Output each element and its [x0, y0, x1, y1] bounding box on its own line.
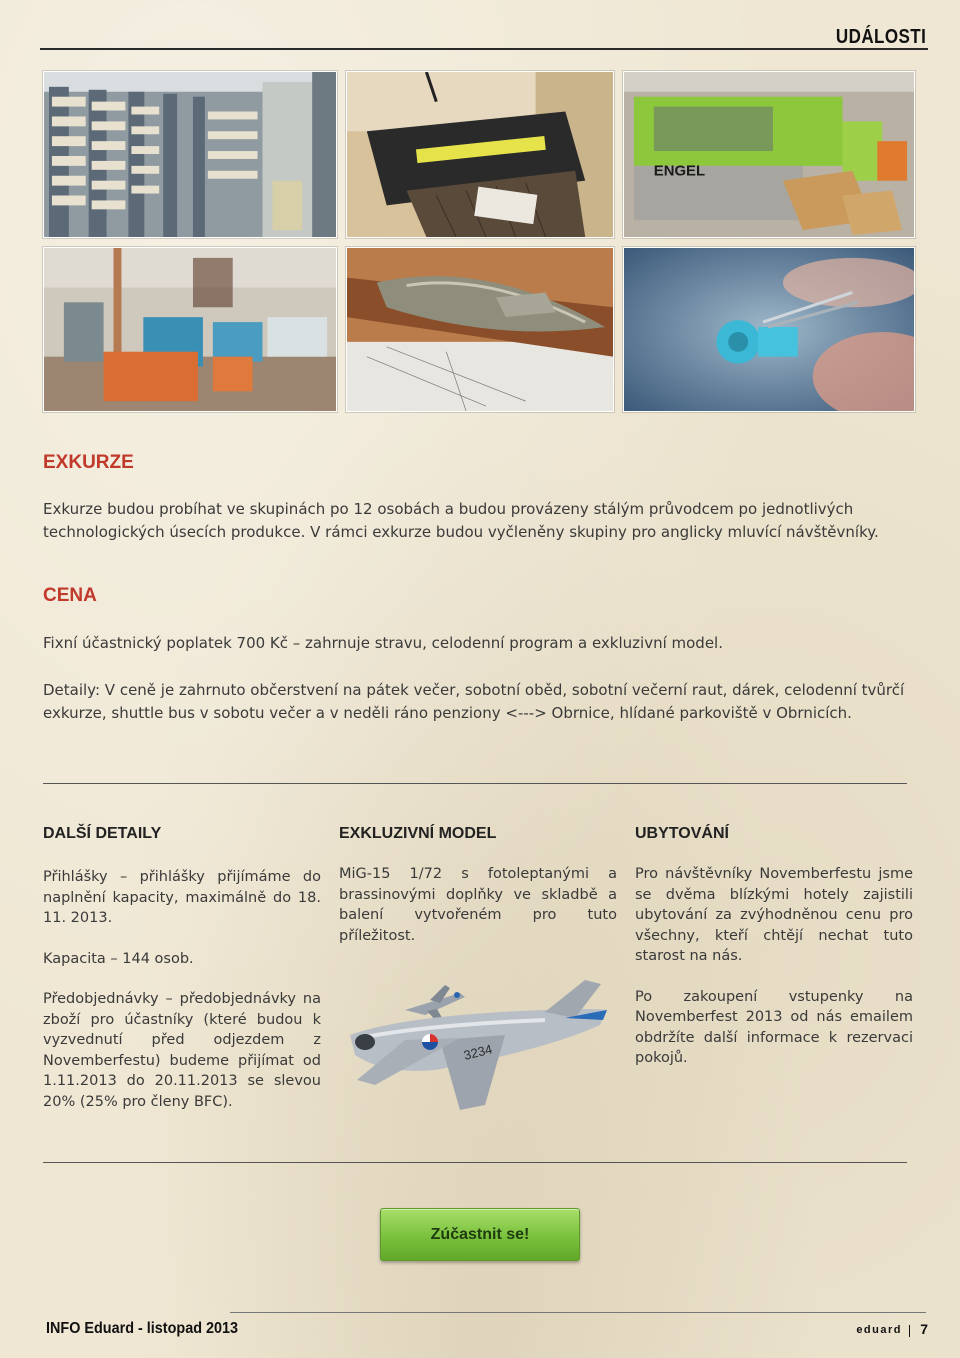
photo-workshop-hall — [43, 247, 337, 412]
aircraft-number: 3234 — [462, 1041, 494, 1063]
footer-rule — [230, 1312, 926, 1313]
ubytovani-booking: Po zakoupení vstupenky na Novemberfest 2013 od nás emailem obdržíte další informace k rezervaci pokojů. — [635, 988, 913, 1066]
detaily-capacity: Kapacita – 144 osob. — [43, 950, 194, 967]
exkurze-text: Exkurze budou probíhat ve skupinách po 12 osobách a budou provázeny stálým průvodcem po jednotlivých technologických úsecích produkce. V rámci exkurze budou vyčleněny skupiny pro anglicky mluvící návštěvníky. — [43, 500, 879, 541]
detaily-registration: Přihlášky – přihlášky přijímáme do naplnění kapacity, maximálně do 18. 11. 2013. — [43, 869, 321, 926]
detaily-column — [43, 867, 321, 1132]
cena-details-text: Detaily: V ceně je zahrnuto občerstvení na pátek večer, sobotní oběd, sobotní večerní raut, dárek, celodenní tvůrčí exkurze, shuttle bus v sobotu večer a v neděli ráno penziony <---> Obrnice, hlídané parkoviště v Obrnicích. — [43, 681, 905, 722]
detaily-heading: DALŠÍ DETAILY — [43, 825, 162, 842]
divider-top — [43, 783, 907, 784]
photo-resin-part-tweezers — [623, 247, 915, 412]
detaily-preorders: Předobjednávky – předobjednávky na zboží pro účastníky (které budou k vyzvednutí před odjezdem z Novemberfestu) budeme přijímat od 1.11.2013 do 20.11.2013 se slevou 20% (25% pro členy BFC). — [43, 991, 321, 1110]
footer-separator — [909, 1325, 910, 1337]
engel-label: ENGEL — [653, 163, 706, 180]
ubytovani-column — [635, 864, 913, 1089]
participate-button[interactable]: Zúčastnit se! — [380, 1208, 580, 1261]
footer-brand-logo: eduard — [856, 1324, 902, 1336]
header-rule — [40, 48, 928, 50]
model-description: MiG-15 1/72 s fotoleptanými a brassinovými doplňky ve skladbě a balení vytvořeném pro tuto příležitost. — [339, 866, 617, 944]
footer-issue: INFO Eduard - listopad 2013 — [46, 1320, 239, 1337]
photo-cutting-plotter — [346, 71, 614, 238]
photo-warehouse-shelves — [43, 71, 337, 238]
cena-heading: CENA — [43, 585, 97, 606]
divider-bottom — [43, 1162, 907, 1163]
model-heading: EXKLUZIVNÍ MODEL — [339, 825, 497, 842]
photo-aircraft-model-wood — [346, 247, 614, 412]
model-column — [339, 864, 617, 966]
ubytovani-hotels: Pro návštěvníky Novemberfestu jsme se dvěma blízkými hotely zajistili ubytování za zvýhodněnou cenu pro všechny, kteří chtějí nechat tuto starost na nás. — [635, 866, 913, 964]
cena-fee-text: Fixní účastnický poplatek 700 Kč – zahrnuje stravu, celodenní program a exkluzivní model. — [43, 634, 723, 652]
section-title: UDÁLOSTI — [835, 26, 926, 48]
exkurze-heading: EXKURZE — [43, 452, 134, 473]
ubytovani-heading: UBYTOVÁNÍ — [635, 825, 729, 842]
mig15-illustration — [345, 980, 615, 1115]
photo-engel-machine — [623, 71, 915, 238]
page-number: 7 — [920, 1321, 928, 1337]
